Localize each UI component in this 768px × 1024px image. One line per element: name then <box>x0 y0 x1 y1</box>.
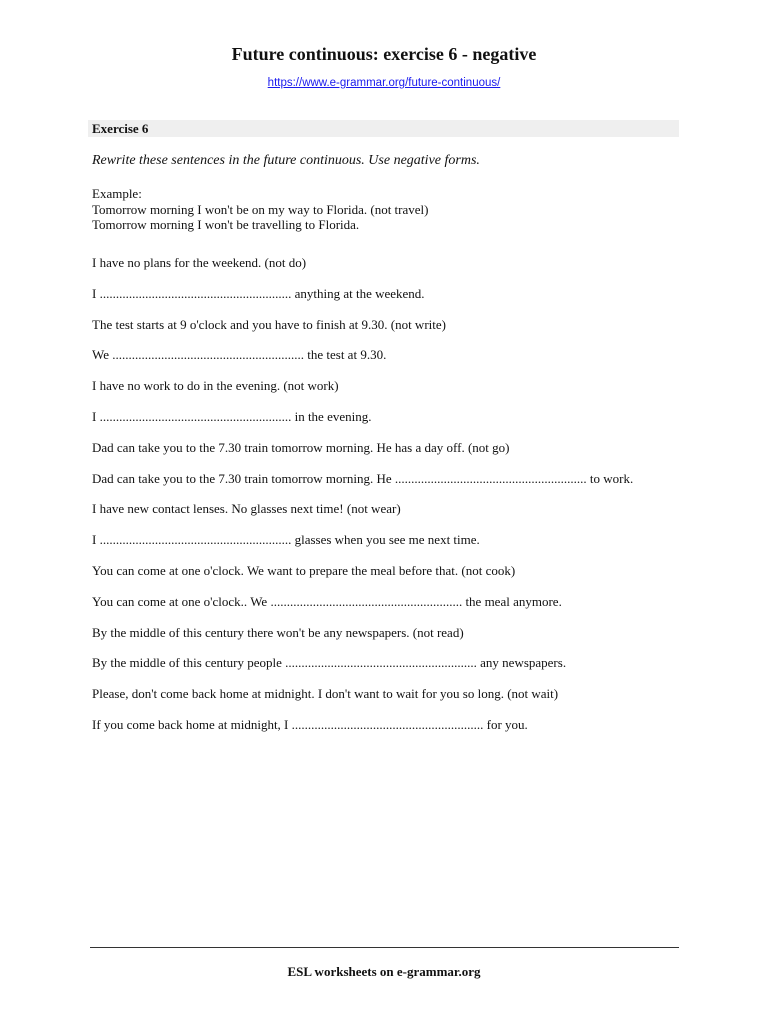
item-3-prompt: I have no work to do in the evening. (not work) <box>92 378 339 394</box>
item-2-answer: We ........................................................... the test at 9.30. <box>92 347 387 363</box>
exercise-items <box>92 255 692 748</box>
item-1-prompt: I have no plans for the weekend. (not do) <box>92 255 307 270</box>
item-2-prompt: The test starts at 9 o'clock and you have to finish at 9.30. (not write) <box>92 316 446 332</box>
item-6-answer: You can come at one o'clock.. We ........................................................... the meal anymore. <box>92 593 562 609</box>
example-block <box>92 186 428 233</box>
exercise-header: Exercise 6 <box>88 120 679 137</box>
instruction-text: Rewrite these sentences in the future continuous. Use negative forms. <box>92 153 480 168</box>
item-7-answer: By the middle of this century people ........................................................... any newspapers. <box>92 655 567 671</box>
item-4-answer: Dad can take you to the 7.30 train tomorrow morning. He ........................................................... to work. <box>92 470 634 486</box>
item-5-prompt: I have new contact lenses. No glasses next time! (not wear) <box>92 501 401 517</box>
item-4-prompt: Dad can take you to the 7.30 train tomorrow morning. He has a day off. (not go) <box>92 439 510 455</box>
item-5-answer: I ........................................................... glasses when you see me next time. <box>92 532 480 548</box>
item-3-answer: I ........................................................... in the evening. <box>92 408 372 424</box>
item-8-answer: If you come back home at midnight, I ........................................................... for you. <box>92 716 528 732</box>
footer-divider <box>90 947 679 948</box>
example-line-2: Tomorrow morning I won't be travelling to Florida. <box>92 217 360 232</box>
example-line-1: Tomorrow morning I won't be on my way to Florida. (not travel) <box>92 201 429 217</box>
item-7-prompt: By the middle of this century there won't be any newspapers. (not read) <box>92 624 464 640</box>
source-link[interactable]: https://www.e-grammar.org/future-continuous/ <box>267 77 501 89</box>
page-title: Future continuous: exercise 6 - negative <box>231 44 537 64</box>
item-1-answer: I ........................................................... anything at the weekend. <box>92 285 425 301</box>
footer-text: ESL worksheets on e-grammar.org <box>287 964 481 979</box>
example-label: Example: <box>92 186 142 201</box>
item-8-prompt: Please, don't come back home at midnight. I don't want to wait for you so long. (not wait) <box>92 686 559 702</box>
item-6-prompt: You can come at one o'clock. We want to prepare the meal before that. (not cook) <box>92 562 516 578</box>
